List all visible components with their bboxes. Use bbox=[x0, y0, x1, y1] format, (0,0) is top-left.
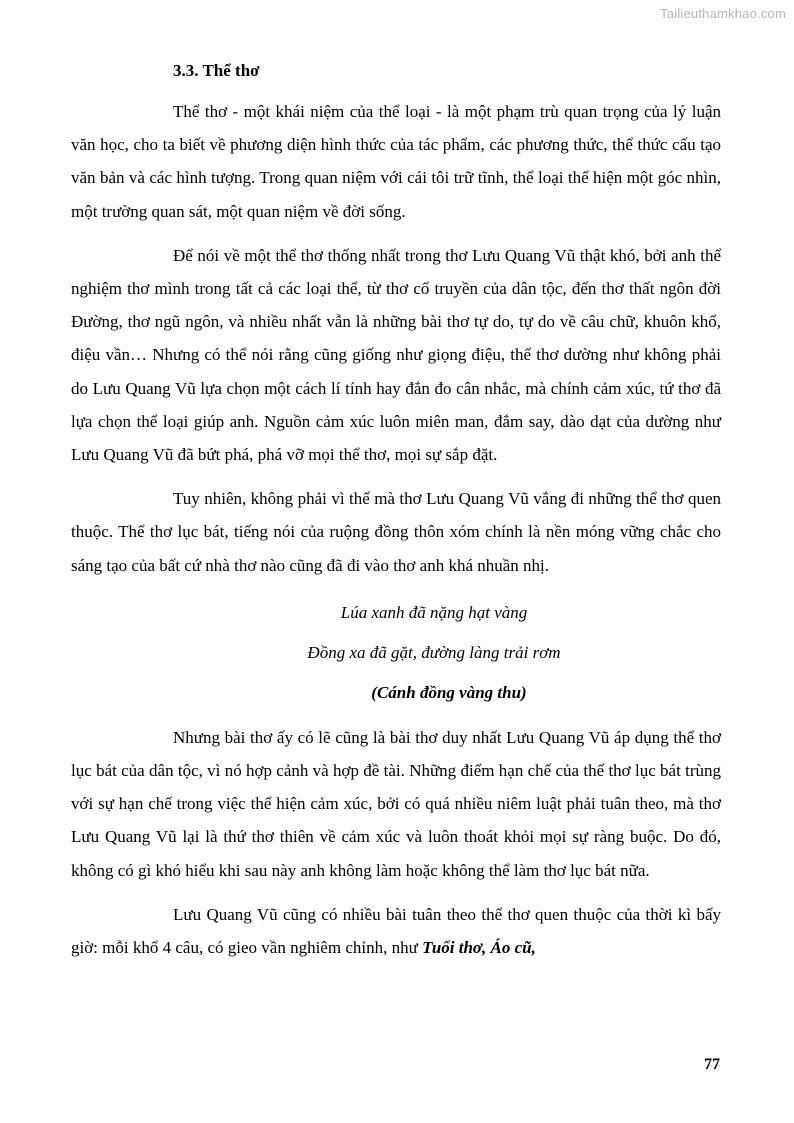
paragraph-1: Thể thơ - một khái niệm của thể loại - là một phạm trù quan trọng của lý luận văn học, cho ta biết về phương diện hình thức của tác phẩm, các phương thức, thể thức cấu tạo văn bản và các hình tượng. Trong quan niệm với cái tôi trữ tĩnh, thể loại thể hiện một góc nhìn, một trường quan sát, một quan niệm về đời sống. bbox=[71, 102, 721, 221]
poem-title: (Cánh đồng vàng thu) bbox=[371, 682, 527, 702]
paragraph-5 bbox=[71, 898, 721, 964]
section-heading: 3.3. Thể thơ bbox=[173, 61, 260, 80]
watermark: Tailieuthamkhao.com bbox=[660, 6, 786, 21]
paragraph-4: Nhưng bài thơ ấy có lẽ cũng là bài thơ duy nhất Lưu Quang Vũ áp dụng thể thơ lục bát của dân tộc, vì nó hợp cảnh và hợp đề tài. Những điểm hạn chế của thể thơ lục bát trùng với sự hạn chế trong việc thể hiện cảm xúc, bởi có quá nhiều niêm luật phải tuân theo, mà thơ Lưu Quang Vũ lại là thứ thơ thiên về cảm xúc và luôn thoát khỏi mọi sự ràng buộc. Do đó, không có gì khó hiểu khi sau này anh không làm hoặc không thể làm thơ lục bát nữa. bbox=[71, 727, 721, 880]
poem-line-2: Đồng xa đã gặt, đường làng trải rơm bbox=[307, 642, 561, 662]
poem-line-1: Lúa xanh đã nặng hạt vàng bbox=[340, 602, 528, 622]
document-body bbox=[71, 54, 721, 975]
page-number: 77 bbox=[704, 1056, 720, 1073]
paragraph-2: Để nói về một thể thơ thống nhất trong thơ Lưu Quang Vũ thật khó, bởi anh thể nghiệm thơ mình trong tất cả các loại thể, từ thơ cổ truyền của dân tộc, đến thơ thất ngôn đời Đường, thơ ngũ ngôn, và nhiều nhất vẫn là những bài thơ tự do, tự do về câu chữ, khuôn khổ, điệu vần… Nhưng có thể nói rằng cũng giống như giọng điệu, thể thơ dường như không phải do Lưu Quang Vũ lựa chọn một cách lí tính hay đắn đo cân nhắc, mà chính cảm xúc, tứ thơ đã lựa chọn thể loại giúp anh. Nguồn cảm xúc luôn miên man, đắm say, dào dạt của dường như Lưu Quang Vũ đã bứt phá, phá vỡ mọi thể thơ, mọi sự sắp đặt. bbox=[71, 245, 721, 465]
paragraph-5-emphasis: Tuổi thơ, Áo cũ, bbox=[422, 938, 536, 958]
paragraph-3: Tuy nhiên, không phải vì thế mà thơ Lưu Quang Vũ vắng đi những thể thơ quen thuộc. Thể thơ lục bát, tiếng nói của ruộng đồng thôn xóm chính là nền móng vững chắc cho sáng tạo của bất cứ nhà thơ nào cũng đã đi vào thơ anh khá nhuần nhị. bbox=[71, 489, 721, 575]
paragraph-5-text: Lưu Quang Vũ cũng có nhiều bài tuân theo thể thơ quen thuộc của thời kì bấy giờ: mỗi khổ 4 câu, có gieo vần nghiêm chỉnh, như bbox=[71, 904, 721, 958]
